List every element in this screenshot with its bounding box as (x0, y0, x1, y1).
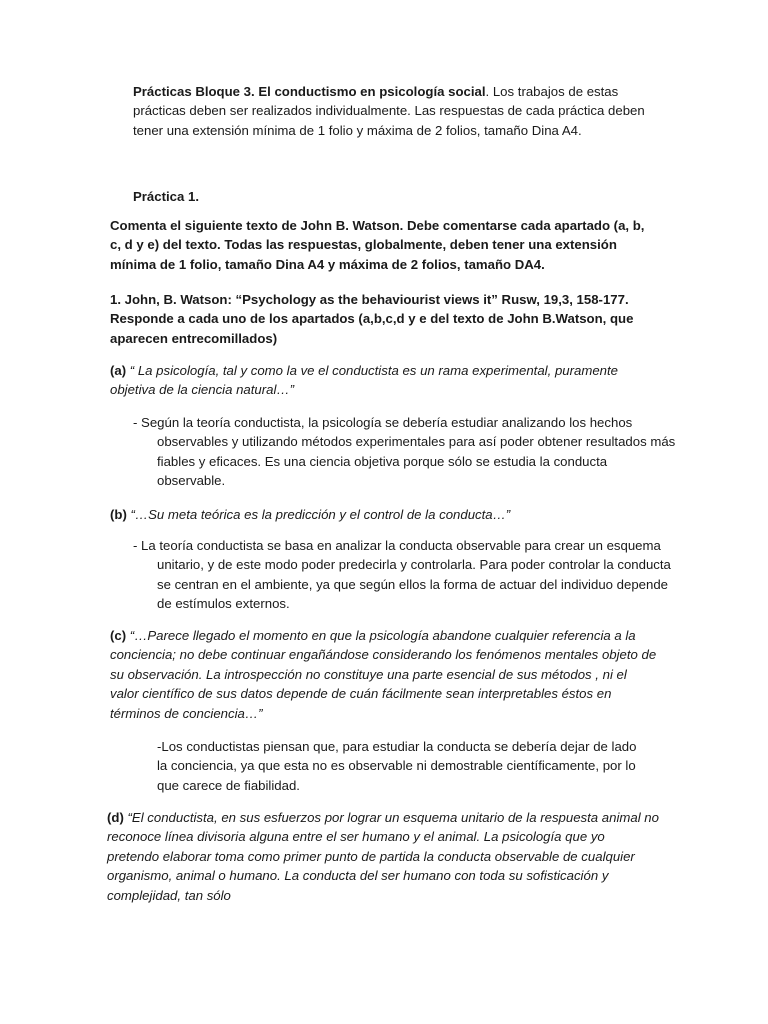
answer-a: - Según la teoría conductista, la psicología se debería estudiar analizando los hechos observables y utilizando métodos experimentales para así poder obtener resultados más fiables y eficaces. Es una ciencia objetiva porque sólo se estudia la conducta observable. (133, 415, 676, 489)
reference-paragraph: 1. John, B. Watson: “Psychology as the behaviourist views it” Rusw, 19,3, 158-177. Responde a cada uno de los apartados (a,b,c,d y e del texto de John B.Watson, que aparecen entrecomillados) (110, 292, 634, 346)
question-c (110, 626, 658, 723)
question-quote: “…Su meta teórica es la predicción y el control de la conducta…” (130, 507, 511, 522)
question-label: (b) (110, 507, 127, 522)
question-quote: “…Parece llegado el momento en que la psicología abandone cualquier referencia a la conciencia; no debe continuar engañándose considerando los fenómenos mentales objeto de su observación. La introspección no constituye una parte esencial de sus métodos , ni el valor científico de sus datos depende de cuán fácilmente sean interpretables éstos en términos de conciencia…” (110, 628, 657, 721)
intro-paragraph (133, 82, 653, 140)
practica-heading: Práctica 1. (133, 189, 199, 204)
answer-c: -Los conductistas piensan que, para estudiar la conducta se debería dejar de lado la conciencia, ya que esta no es observable ni demostrable científicamente, por lo que carece de fiabilidad. (157, 739, 637, 793)
question-a (110, 361, 658, 400)
question-d (107, 808, 659, 905)
question-label: (a) (110, 363, 127, 378)
question-quote: “ La psicología, tal y como la ve el conductista es un rama experimental, puramente objetiva de la ciencia natural…” (110, 363, 618, 398)
question-label: (d) (107, 810, 124, 825)
instruction-paragraph: Comenta el siguiente texto de John B. Watson. Debe comentarse cada apartado (a, b, c, d y e) del texto. Todas las respuestas, globalmente, deben tener una extensión mínima de 1 folio, tamaño Dina A4 y máxima de 2 folios, tamaño DA4. (110, 218, 645, 272)
intro-title: Prácticas Bloque 3. El conductismo en psicología social (133, 84, 486, 99)
question-label: (c) (110, 628, 127, 643)
intro-text: Los trabajos de estas prácticas deben ser realizados individualmente. Las respuestas de cada práctica deben tener una extensión mínima de 1 folio y máxima de 2 folios, tamaño Dina A4. (133, 84, 645, 138)
question-b (110, 505, 658, 524)
question-quote: “El conductista, en sus esfuerzos por lograr un esquema unitario de la respuesta animal no reconoce línea divisoria alguna entre el ser humano y el animal. La psicología que yo pretendo elaborar toma como primer punto de partida la conducta observable de cualquier organismo, animal o humano. La conducta del ser humano con toda su sofisticación y complejidad, tan sólo (107, 810, 659, 903)
answer-b: - La teoría conductista se basa en analizar la conducta observable para crear un esquema unitario, y de este modo poder predecirla y controlarla. Para poder controlar la conducta se centran en el ambiente, ya que según ellos la forma de actuar del individuo depende de estímulos externos. (133, 538, 671, 612)
intro-title-dot: . (485, 84, 490, 99)
